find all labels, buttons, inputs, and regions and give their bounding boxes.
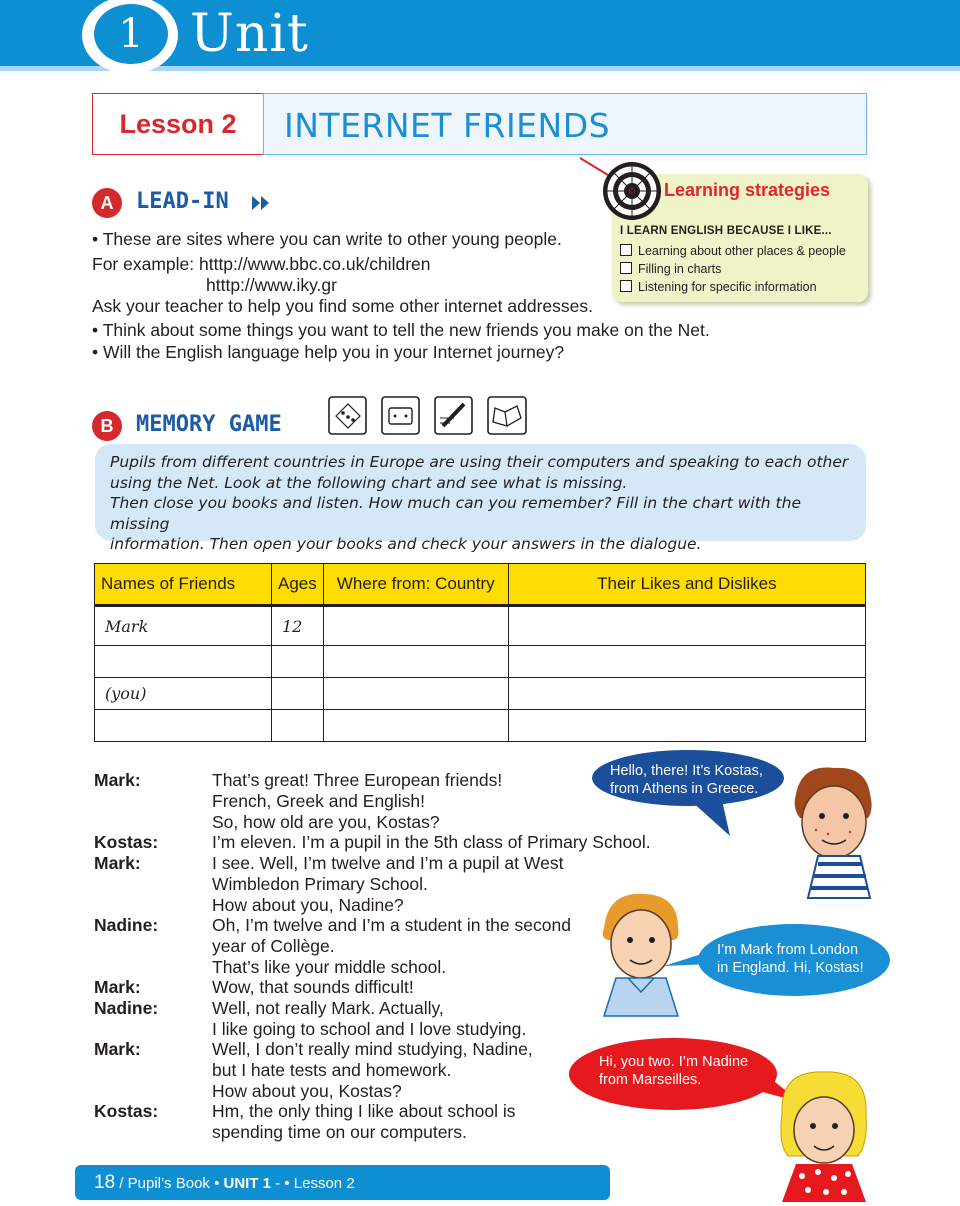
cell-country[interactable]	[323, 606, 508, 646]
cell-likes[interactable]	[508, 710, 865, 742]
dialogue-line: Well, not really Mark. Actually,	[212, 998, 444, 1018]
header-names: Names of Friends	[95, 564, 272, 606]
table-row	[95, 678, 866, 710]
dialogue-line: Oh, I’m twelve and I’m a student in the second	[212, 915, 571, 935]
lead-in-line-6: • Will the English language help you in your Internet journey?	[92, 342, 565, 362]
dialogue-line: I see. Well, I’m twelve and I’m a pupil at West	[212, 853, 564, 873]
header-country: Where from: Country	[323, 564, 508, 606]
cell-likes[interactable]	[508, 606, 865, 646]
unit-number: 1	[94, 4, 168, 64]
nadine-illustration	[768, 1064, 878, 1204]
speaker-mark: Mark:	[94, 853, 141, 873]
instructions-text: Pupils from different countries in Europe are using their computers and speaking to each other using the Net. Look at the following chart and see what is missing. Then close you books and listen. How much can you remember? Fill in the chart with the missing information. Then open your books and check your answers in the dialogue.	[110, 453, 849, 553]
double-arrow-icon	[252, 196, 272, 210]
cell-name[interactable]	[95, 646, 272, 678]
dialogue-line: spending time on our computers.	[212, 1122, 467, 1142]
dialogue-line: Wow, that sounds difficult!	[212, 977, 414, 997]
lead-in-line-2: For example: htttp://www.bbc.co.uk/children	[92, 254, 431, 274]
speaker-mark: Mark:	[94, 770, 141, 790]
mark-illustration	[598, 888, 684, 1018]
cell-age[interactable]	[272, 710, 324, 742]
speaker-mark: Mark:	[94, 1039, 141, 1059]
cell-name[interactable]: Mark	[95, 606, 272, 646]
checkbox-icon[interactable]	[620, 262, 632, 274]
dialogue-line: I’m eleven. I’m a pupil in the 5th class of Primary School.	[212, 832, 651, 852]
lead-in-line-4: Ask your teacher to help you find some other internet addresses.	[92, 296, 593, 316]
cell-likes[interactable]	[508, 678, 865, 710]
unit-word: Unit	[190, 4, 309, 64]
cell-name[interactable]: (you)	[95, 678, 272, 710]
cell-country[interactable]	[323, 710, 508, 742]
section-b-title: MEMORY GAME	[136, 412, 282, 437]
friends-chart	[94, 563, 866, 742]
learning-strategies-subtitle: I LEARN ENGLISH BECAUSE I LIKE...	[620, 225, 832, 237]
speaker-nadine: Nadine:	[94, 915, 159, 935]
lead-in-line-5: • Think about some things you want to tell the new friends you make on the Net.	[92, 320, 710, 340]
cell-likes[interactable]	[508, 646, 865, 678]
checkbox-icon[interactable]	[620, 280, 632, 292]
pencil-writing-icon	[434, 396, 474, 436]
dice-icon	[328, 396, 368, 436]
dialogue-line: but I hate tests and homework.	[212, 1060, 452, 1080]
cassette-icon	[381, 396, 421, 436]
header-likes: Their Likes and Dislikes	[508, 564, 865, 606]
dialogue-line: I like going to school and I love studying.	[212, 1019, 527, 1039]
cell-country[interactable]	[323, 678, 508, 710]
dartboard-icon	[580, 158, 660, 224]
cell-age[interactable]: 12	[272, 606, 324, 646]
strategy-item[interactable]: Listening for specific information	[620, 279, 817, 295]
dialogue-line: That’s great! Three European friends!	[212, 770, 503, 790]
cell-name[interactable]	[95, 710, 272, 742]
dialogue-line: year of Collège.	[212, 936, 335, 956]
speaker-nadine: Nadine:	[94, 998, 159, 1018]
section-a-title: LEAD-IN	[136, 189, 229, 214]
lead-in-line-1: • These are sites where you can write to other young people.	[92, 229, 562, 249]
dialogue-line: Wimbledon Primary School.	[212, 874, 428, 894]
dialogue-line: So, how old are you, Kostas?	[212, 812, 440, 832]
kostas-illustration	[788, 760, 878, 900]
cell-age[interactable]	[272, 678, 324, 710]
table-row	[95, 710, 866, 742]
checkbox-icon[interactable]	[620, 244, 632, 256]
lead-in-line-3: htttp://www.iky.gr	[206, 275, 337, 295]
footer-text: 18 / Pupil’s Book • UNIT 1 - • Lesson 2	[94, 1172, 355, 1193]
strategy-item[interactable]: Filling in charts	[620, 261, 721, 277]
speaker-mark: Mark:	[94, 977, 141, 997]
chart-header-row	[95, 564, 866, 606]
nadine-bubble-text: Hi, you two. I’m Nadine from Marseilles.	[599, 1054, 749, 1088]
dialogue-line: That’s like your middle school.	[212, 957, 447, 977]
strategy-item[interactable]: Learning about other places & people	[620, 243, 846, 259]
dialogue-line: French, Greek and English!	[212, 791, 426, 811]
table-row	[95, 606, 866, 646]
dialogue-line: How about you, Nadine?	[212, 895, 404, 915]
kostas-bubble-text: Hello, there! It’s Kostas, from Athens in Greece.	[610, 763, 763, 797]
cell-country[interactable]	[323, 646, 508, 678]
speaker-kostas: Kostas:	[94, 1101, 159, 1121]
lesson-title: INTERNET FRIENDS	[284, 106, 611, 145]
table-row	[95, 646, 866, 678]
page-number: 18	[94, 1172, 116, 1193]
section-a-badge: A	[92, 188, 122, 218]
learning-strategies-title: Learning strategies	[664, 180, 831, 200]
section-b-badge: B	[92, 411, 122, 441]
dialogue-line: Hm, the only thing I like about school is	[212, 1101, 516, 1121]
dialogue-line: How about you, Kostas?	[212, 1081, 402, 1101]
lesson-label: Lesson 2	[119, 109, 237, 139]
dialogue-line: Well, I don’t really mind studying, Nadine,	[212, 1039, 533, 1059]
header-ages: Ages	[272, 564, 324, 606]
open-book-icon	[487, 396, 529, 436]
cell-age[interactable]	[272, 646, 324, 678]
speaker-kostas: Kostas:	[94, 832, 159, 852]
mark-bubble-text: I’m Mark from London in England. Hi, Kostas!	[717, 942, 864, 976]
